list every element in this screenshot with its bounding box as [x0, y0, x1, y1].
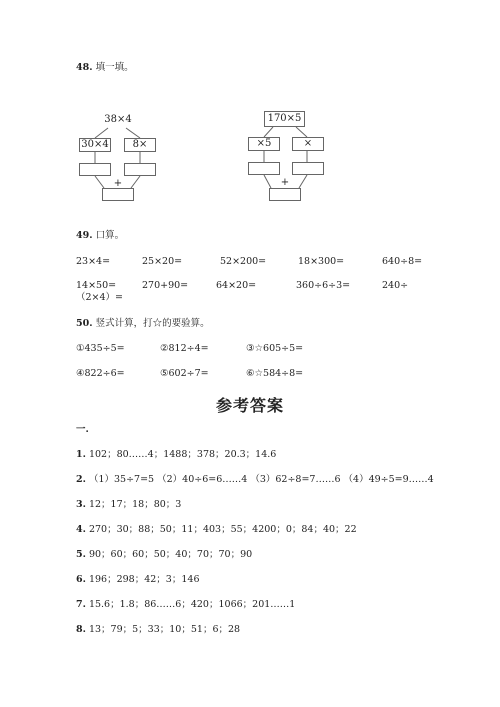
answer-number: 6.	[76, 574, 86, 585]
diagram2-right-answer-box[interactable]	[292, 162, 324, 175]
diagram2-left-label: ×5	[256, 138, 272, 149]
q49-heading	[76, 230, 124, 242]
diagram1-left-label: 30×4	[81, 139, 109, 150]
q50-problem: ④822÷6=	[76, 368, 125, 379]
answer-number: 7.	[76, 599, 86, 610]
q50-text: 竖式计算，打☆的要验算。	[95, 318, 210, 329]
q50-problem: ②812÷4=	[160, 343, 209, 354]
answer-text: 270；30；88；50；11；403；55；4200；0；84；40；22	[88, 524, 357, 535]
answer-text: 196；298；42；3；146	[88, 574, 200, 585]
answer-line	[76, 624, 240, 636]
q50-problem: ⑤602÷7=	[160, 368, 209, 379]
answer-text: 12；17；18；80；3	[88, 499, 182, 510]
answers-section-heading: 一.	[76, 424, 89, 435]
q49-number: 49.	[76, 230, 93, 241]
q49-row2-item: 64×20=	[216, 280, 257, 291]
answer-line	[76, 574, 199, 586]
answer-line	[76, 449, 276, 461]
answer-number: 3.	[76, 499, 86, 510]
diagram2-sum-box[interactable]	[269, 188, 301, 201]
diagram2-left-box[interactable]	[248, 137, 280, 151]
q50-problem: ③☆605÷5=	[246, 343, 304, 354]
q49-row1-item: 23×4=	[76, 256, 111, 267]
answer-number: 8.	[76, 624, 86, 635]
answer-number: 5.	[76, 549, 86, 560]
diagram1-right-label: 8×	[132, 139, 148, 150]
answer-text: 13；79；5；33；10；51；6；28	[88, 624, 241, 635]
answer-line	[76, 499, 181, 511]
diagram2-right-box[interactable]	[292, 137, 324, 151]
q49-row2-item: 270+90=	[142, 280, 189, 291]
q49-row1-item: 640÷8=	[382, 256, 423, 267]
answer-text: 102；80……4；1488；378；20.3；14.6	[88, 449, 277, 460]
diagram2-plus-sign: +	[280, 177, 290, 188]
q48-text: 填一填。	[95, 62, 134, 73]
q49-row1-item: 25×20=	[142, 256, 183, 267]
answer-text: （1）35÷7=5 （2）40÷6=6……4 （3）62÷8=7……6 （4）49÷5=9……4	[88, 474, 434, 485]
answer-text: 90；60；60；50；40；70；70；90	[88, 549, 253, 560]
diagram2-right-label: ×	[303, 138, 313, 149]
diagram1-left-box	[79, 138, 111, 152]
answer-text: 15.6；1.8；86……6；420；1066；201……1	[88, 599, 296, 610]
q50-problem: ⑥☆584÷8=	[246, 368, 304, 379]
diagram1-right-box[interactable]	[124, 138, 156, 152]
diagram1-top-expression: 38×4	[104, 114, 132, 125]
q49-row2-item: 360÷6÷3=	[296, 280, 351, 291]
q49-text: 口算。	[95, 230, 125, 241]
q49-row2-item: 14×50=	[76, 280, 117, 291]
diagram1-plus-sign: +	[113, 178, 123, 189]
answers-title: 参考答案	[215, 396, 284, 415]
diagram1-right-answer-box[interactable]	[124, 163, 156, 176]
answer-number: 1.	[76, 449, 86, 460]
diagram2-top-box	[264, 111, 305, 127]
answer-line	[76, 524, 357, 536]
q50-problem: ①435÷5=	[76, 343, 125, 354]
q50-number: 50.	[76, 318, 93, 329]
answer-number: 2.	[76, 474, 86, 485]
q49-row1-item: 18×300=	[298, 256, 345, 267]
diagram2-top-label: 170×5	[267, 113, 302, 124]
q49-row1-item: 52×200=	[220, 256, 267, 267]
q49-row2-item: 240÷	[382, 280, 409, 291]
answer-line	[76, 599, 295, 611]
answer-number: 4.	[76, 524, 86, 535]
q50-heading	[76, 318, 210, 330]
diagram2-left-answer-box[interactable]	[248, 162, 280, 175]
diagram1-sum-box[interactable]	[102, 188, 134, 201]
answer-line	[76, 549, 252, 561]
diagram1-left-answer-box[interactable]	[79, 163, 111, 176]
answer-line	[76, 474, 434, 486]
q49-row2-continuation: （2×4）=	[76, 292, 124, 303]
q48-number: 48.	[76, 62, 93, 73]
